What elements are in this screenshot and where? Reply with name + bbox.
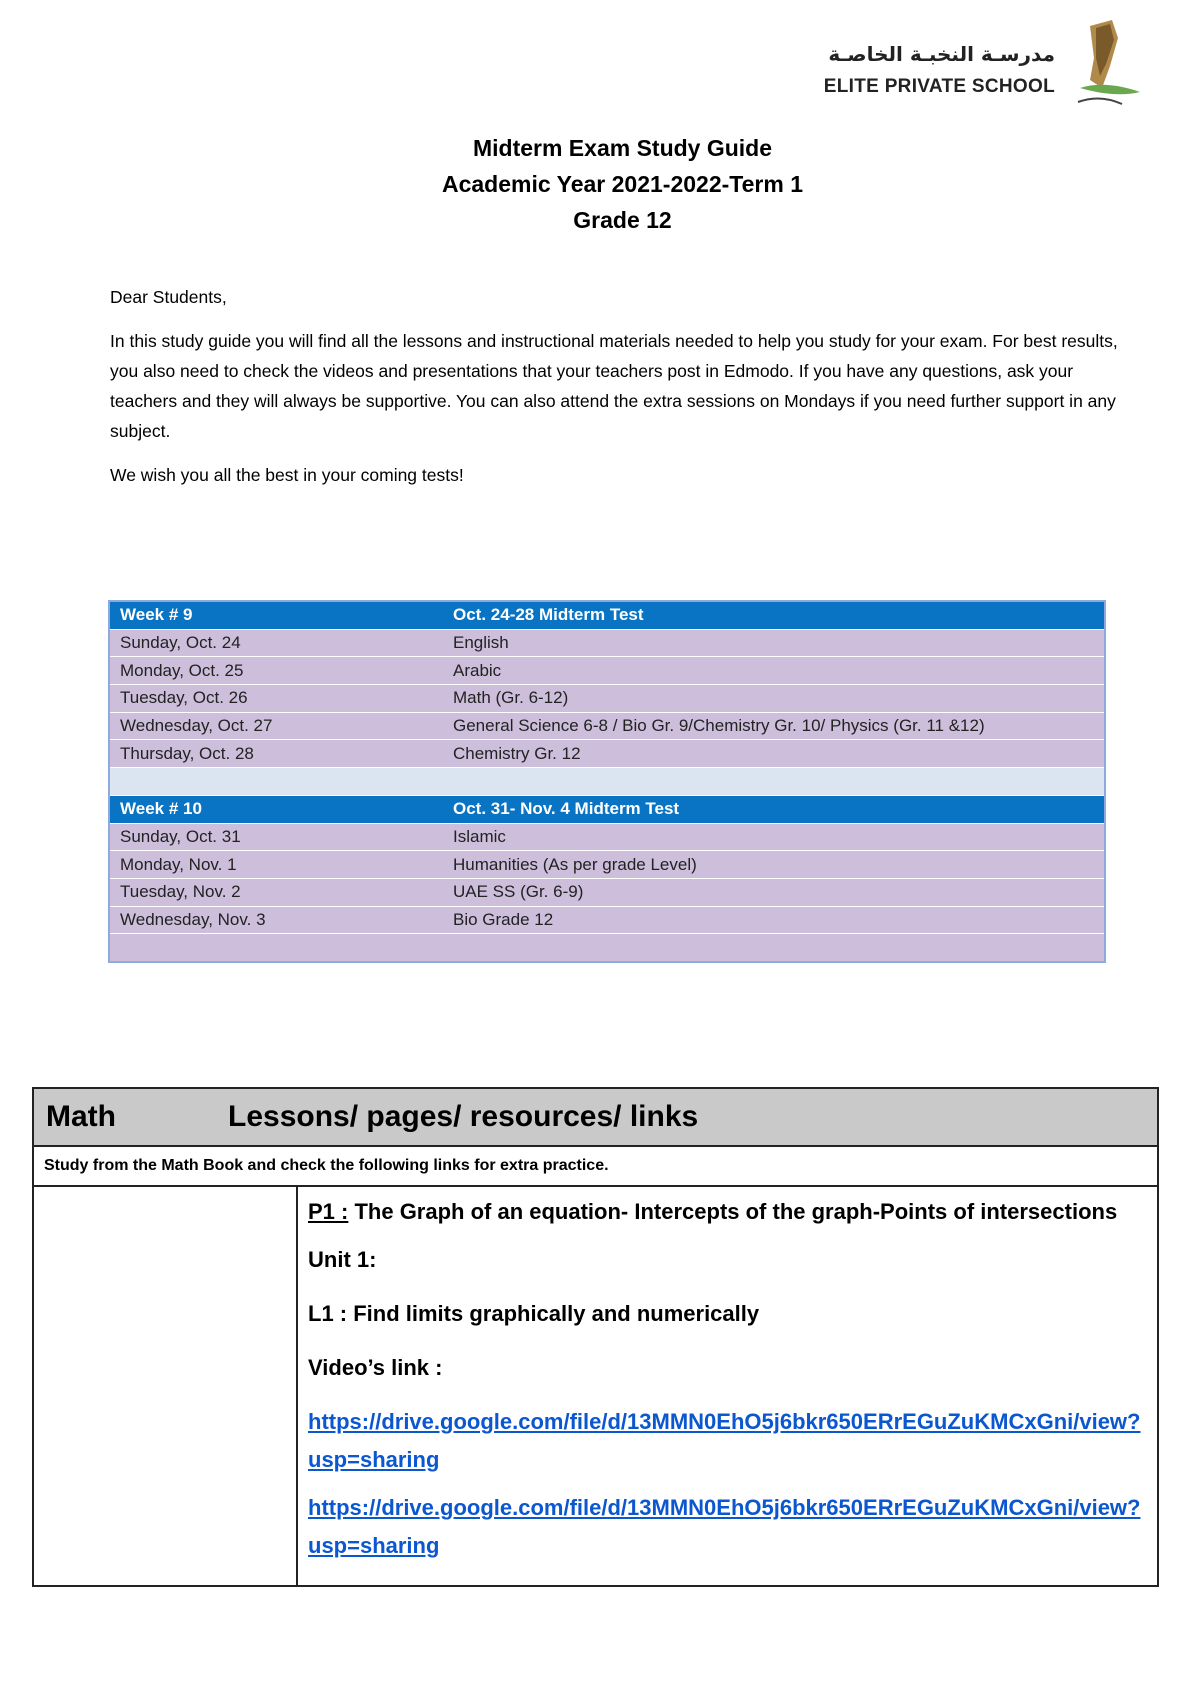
video-link[interactable]: https://drive.google.com/file/d/13MMN0EhO5j6bkr650ERrEGuZuKMCxGni/view?usp=sharing — [308, 1409, 1141, 1472]
table-row — [109, 657, 1105, 685]
week-dates: Oct. 24-28 Midterm Test — [443, 601, 1105, 629]
exam-subject: Bio Grade 12 — [443, 906, 1105, 934]
exam-day: Monday, Oct. 25 — [109, 657, 443, 685]
document-title — [0, 130, 1200, 238]
exam-subject: Math (Gr. 6-12) — [443, 685, 1105, 713]
lesson-content — [297, 1186, 1158, 1586]
logo-english-name: ELITE PRIVATE SCHOOL — [823, 76, 1055, 97]
resources-heading: Lessons/ pages/ resources/ links — [228, 1100, 699, 1133]
p1-label: P1 : — [308, 1199, 349, 1224]
exam-subject: UAE SS (Gr. 6-9) — [443, 878, 1105, 906]
exam-subject: General Science 6-8 / Bio Gr. 9/Chemistry Gr. 10/ Physics (Gr. 11 &12) — [443, 712, 1105, 740]
table-row — [109, 712, 1105, 740]
midterm-schedule-table — [108, 600, 1106, 963]
exam-day: Wednesday, Oct. 27 — [109, 712, 443, 740]
spacer-row — [109, 768, 1105, 796]
unit-title: Unit 1: — [308, 1247, 377, 1272]
school-logo — [820, 18, 1150, 118]
empty-cell — [33, 1186, 297, 1586]
week-label: Week # 10 — [109, 795, 443, 823]
exam-day: Tuesday, Oct. 26 — [109, 685, 443, 713]
math-resources-table — [32, 1087, 1159, 1587]
letter-closing: We wish you all the best in your coming tests! — [110, 465, 464, 485]
video-link[interactable]: https://drive.google.com/file/d/13MMN0EhO5j6bkr650ERrEGuZuKMCxGni/view?usp=sharing — [308, 1495, 1141, 1558]
exam-day: Monday, Nov. 1 — [109, 851, 443, 879]
table-row — [109, 685, 1105, 713]
title-line-2: Academic Year 2021-2022-Term 1 — [441, 171, 803, 197]
exam-day: Sunday, Oct. 24 — [109, 629, 443, 657]
table-row — [109, 629, 1105, 657]
exam-subject: Islamic — [443, 823, 1105, 851]
exam-day: Thursday, Oct. 28 — [109, 740, 443, 768]
p1-topic — [308, 1193, 1147, 1231]
exam-subject: Chemistry Gr. 12 — [443, 740, 1105, 768]
title-line-3: Grade 12 — [573, 207, 672, 233]
subject-name: Math — [46, 1100, 116, 1133]
logo-arabic-name: مدرسـة النخبـة الخاصـة — [828, 42, 1055, 66]
table-row — [109, 740, 1105, 768]
letter-to-students — [110, 282, 1120, 504]
p1-text: The Graph of an equation- Intercepts of the graph-Points of intersections — [348, 1199, 1118, 1224]
week-label: Week # 9 — [109, 601, 443, 629]
week-10-header — [109, 795, 1105, 823]
week-dates: Oct. 31- Nov. 4 Midterm Test — [443, 795, 1105, 823]
table-row — [109, 878, 1105, 906]
falcon-emblem-icon — [1060, 18, 1150, 118]
table-row — [109, 851, 1105, 879]
empty-row — [109, 934, 1105, 962]
video-link-label: Video’s link : — [308, 1355, 443, 1380]
week-9-header — [109, 601, 1105, 629]
table-row — [109, 823, 1105, 851]
exam-day: Tuesday, Nov. 2 — [109, 878, 443, 906]
table-row — [109, 906, 1105, 934]
title-line-1: Midterm Exam Study Guide — [472, 135, 773, 161]
math-header — [33, 1088, 1158, 1146]
letter-body: In this study guide you will find all the lessons and instructional materials needed to help you study for your exam. For best results, you also need to check the videos and presentations that your teachers post in Edmodo. If you have any questions, ask your teachers and they will always be supportive. You can also attend the extra sessions on Mondays if you need further support in any subject. — [110, 331, 1118, 441]
exam-subject: English — [443, 629, 1105, 657]
study-instructions: Study from the Math Book and check the following links for extra practice. — [33, 1146, 1158, 1186]
exam-subject: Humanities (As per grade Level) — [443, 851, 1105, 879]
exam-day: Wednesday, Nov. 3 — [109, 906, 443, 934]
exam-subject: Arabic — [443, 657, 1105, 685]
letter-greeting: Dear Students, — [110, 287, 227, 307]
exam-day: Sunday, Oct. 31 — [109, 823, 443, 851]
lesson-title: L1 : Find limits graphically and numerically — [308, 1301, 760, 1326]
